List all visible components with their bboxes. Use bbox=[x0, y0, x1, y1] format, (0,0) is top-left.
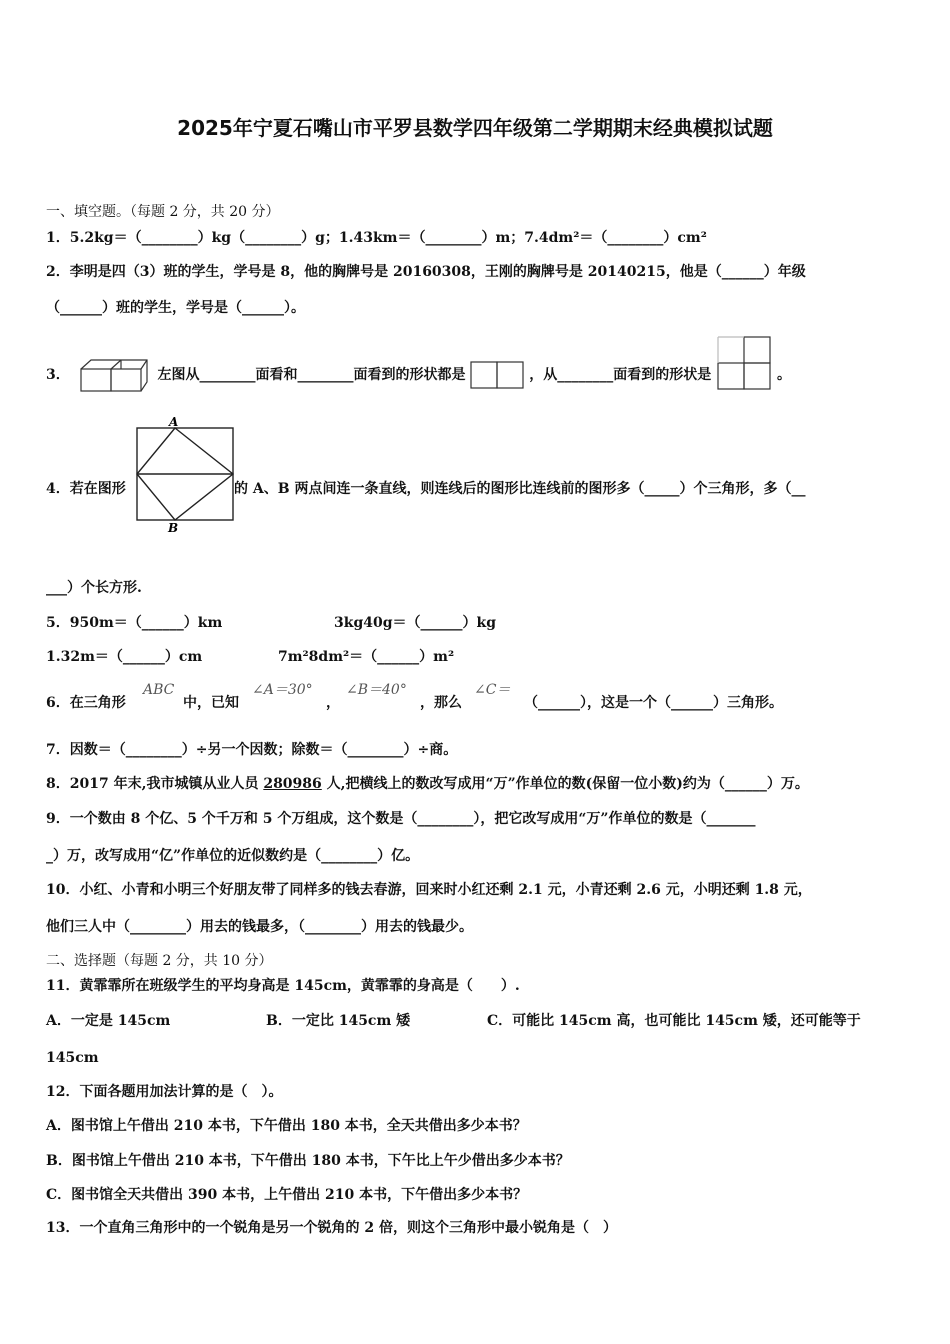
question-6-comma: ， bbox=[326, 695, 340, 711]
rectangle-rhombus-figure bbox=[135, 416, 235, 534]
cube-figure-icon bbox=[79, 357, 151, 393]
section-1-heading: 一、填空题。（每题 2 分，共 20 分） bbox=[46, 204, 280, 220]
question-12: 12．下面各题用加法计算的是（ ）。 bbox=[46, 1084, 283, 1100]
question-6-then: ，那么 bbox=[420, 695, 462, 711]
point-a-label: A bbox=[169, 416, 179, 429]
question-3-number: 3． bbox=[46, 367, 70, 383]
question-12-option-c: C．图书馆全天共借出 390 本书，上午借出 210 本书，下午借出多少本书？ bbox=[46, 1187, 528, 1203]
question-2-line-2: （______）班的学生，学号是（______）。 bbox=[46, 300, 305, 316]
l-shape-squares-icon bbox=[716, 336, 772, 390]
question-7: 7．因数＝（________）÷另一个因数；除数＝（________）÷商。 bbox=[46, 742, 458, 758]
question-6-pre: 6．在三角形 bbox=[46, 695, 126, 711]
question-4-post: 的 A、B 两点间连一条直线，则连线后的图形比连线前的图形多（_____）个三角形，多（__ bbox=[234, 481, 806, 497]
question-5d: 7m²8dm²＝（______）m² bbox=[278, 649, 455, 665]
question-12-option-b: B．图书馆上午借出 210 本书，下午借出 180 本书，下午比上午少借出多少本书？ bbox=[46, 1153, 570, 1169]
question-6-post: （______），这是一个（______）三角形。 bbox=[524, 695, 783, 711]
question-11-option-c: C．可能比 145cm 高，也可能比 145cm 矮，还可能等于 bbox=[487, 1013, 861, 1029]
triangle-abc-label: ABC bbox=[143, 682, 175, 698]
question-3-text-3: 。 bbox=[777, 367, 791, 383]
question-10-line-2: 他们三人中（________）用去的钱最多，（________）用去的钱最少。 bbox=[46, 919, 473, 935]
question-9-line-2: _）万，改写成用“亿”作单位的近似数约是（________）亿。 bbox=[46, 848, 420, 864]
section-2-heading: 二、选择题（每题 2 分，共 10 分） bbox=[46, 953, 273, 969]
question-4-tail: ___）个长方形. bbox=[46, 580, 142, 596]
angle-a-value: ∠A＝30° bbox=[252, 682, 313, 698]
question-12-option-a: A．图书馆上午借出 210 本书，下午借出 180 本书，全天共借出多少本书？ bbox=[46, 1118, 527, 1134]
question-11-option-b: B．一定比 145cm 矮 bbox=[266, 1013, 411, 1029]
angle-c-label: ∠C＝ bbox=[474, 682, 511, 698]
question-8-pre: 8．2017 年末,我市城镇从业人员 bbox=[46, 776, 264, 792]
question-10-line-1: 10．小红、小青和小明三个好朋友带了同样多的钱去春游，回来时小红还剩 2.1 元，小青还剩 2.6 元，小明还剩 1.8 元， bbox=[46, 882, 812, 898]
angle-b-value: ∠B＝40° bbox=[346, 682, 407, 698]
point-b-label: B bbox=[168, 521, 179, 534]
question-8 bbox=[46, 774, 809, 794]
page-title: 2025年宁夏石嘴山市平罗县数学四年级第二学期期末经典模拟试题 bbox=[177, 116, 773, 140]
question-6-mid: 中，已知 bbox=[183, 695, 239, 711]
question-3-text-1: 左图从________面看和________面看到的形状都是 bbox=[157, 367, 466, 383]
question-8-post: 人,把横线上的数改写成用“万”作单位的数(保留一位小数)约为（______）万。 bbox=[321, 776, 809, 792]
question-9-line-1: 9．一个数由 8 个亿、5 个千万和 5 个万组成，这个数是（________），把它改写成用“万”作单位的数是（_______ bbox=[46, 811, 756, 827]
question-2-line-1: 2．李明是四（3）班的学生，学号是 8，他的胸牌号是 20160308，王刚的胸牌号是 20140215，他是（______）年级 bbox=[46, 264, 806, 280]
question-3-text-2: ，从________面看到的形状是 bbox=[529, 367, 712, 383]
question-1: 1．5.2kg＝（________）kg（________）g；1.43km＝（________）m；7.4dm²＝（________）cm² bbox=[46, 230, 707, 246]
two-squares-row-icon bbox=[470, 360, 524, 390]
question-8-number: 280986 bbox=[263, 776, 322, 792]
question-3 bbox=[46, 357, 791, 393]
question-13: 13．一个直角三角形中的一个锐角是另一个锐角的 2 倍，则这个三角形中最小锐角是（ ） bbox=[46, 1220, 617, 1236]
question-11: 11．黄霏霏所在班级学生的平均身高是 145cm，黄霏霏的身高是（ ）. bbox=[46, 978, 520, 994]
question-5b: 3kg40g＝（______）kg bbox=[334, 615, 496, 631]
question-11-option-a: A．一定是 145cm bbox=[46, 1013, 171, 1029]
question-11-option-c-cont: 145cm bbox=[46, 1050, 99, 1066]
question-5a: 5．950m＝（______）km bbox=[46, 615, 223, 631]
question-5c: 1.32m＝（______）cm bbox=[46, 649, 203, 665]
question-4-pre: 4．若在图形 bbox=[46, 481, 126, 497]
